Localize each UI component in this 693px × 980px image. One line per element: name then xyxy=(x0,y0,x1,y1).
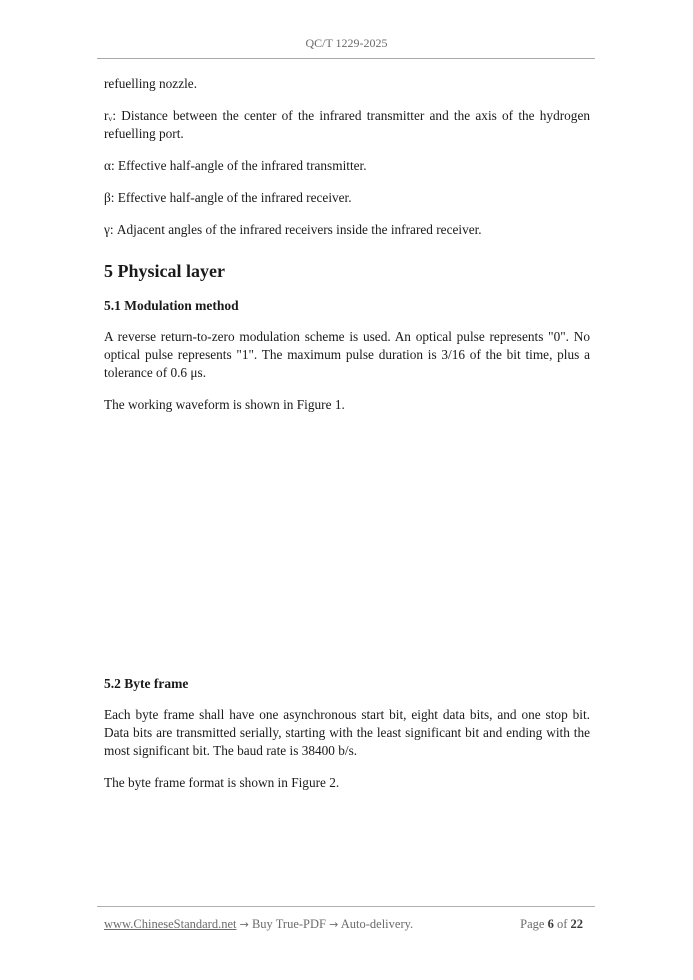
figure-1-blank-area xyxy=(104,428,590,676)
header-divider xyxy=(97,58,595,59)
figure-1-reference: The working waveform is shown in Figure 1. xyxy=(104,397,345,412)
modulation-paragraph: A reverse return-to-zero modulation scheme is used. An optical pulse represents "0". No optical pulse represents "1". The maximum pulse duration is 3/16 of the bit time, plus a tolerance of 0.6 μs. xyxy=(104,329,590,380)
arrow-right-icon: → xyxy=(329,918,339,931)
page-header-standard-code: QC/T 1229-2025 xyxy=(305,36,388,50)
paragraph-continuation: refuelling nozzle. xyxy=(104,76,198,91)
section-5-2-heading: 5.2 Byte frame xyxy=(104,676,189,691)
chinesestandard-link[interactable]: www.ChineseStandard.net xyxy=(104,917,237,931)
page-label: Page xyxy=(520,917,545,931)
section-5-heading: 5 Physical layer xyxy=(104,261,225,281)
footer-promo xyxy=(104,917,413,932)
total-page-count: 22 xyxy=(570,917,583,931)
auto-delivery-text: Auto-delivery. xyxy=(340,917,414,931)
definition-beta: β: Effective half-angle of the infrared receiver. xyxy=(104,190,352,205)
buy-true-pdf-text: Buy True-PDF xyxy=(251,917,326,931)
arrow-right-icon: → xyxy=(239,918,249,931)
definition-rv: rᵥ: Distance between the center of the infrared transmitter and the axis of the hydrogen refuelling port. xyxy=(104,108,590,141)
document-body xyxy=(104,75,590,806)
section-5-1-heading: 5.1 Modulation method xyxy=(104,298,239,313)
definition-gamma: γ: Adjacent angles of the infrared receivers inside the infrared receiver. xyxy=(104,222,482,237)
of-label: of xyxy=(556,917,568,931)
byte-frame-paragraph: Each byte frame shall have one asynchronous start bit, eight data bits, and one stop bit. Data bits are transmitted serially, starting with the least significant bit and ending with the most significant bit. The baud rate is 38400 b/s. xyxy=(104,707,590,758)
page-counter xyxy=(520,917,583,932)
figure-2-reference: The byte frame format is shown in Figure 2. xyxy=(104,775,340,790)
current-page-number: 6 xyxy=(547,917,554,931)
footer-divider xyxy=(97,906,595,907)
definition-alpha: α: Effective half-angle of the infrared transmitter. xyxy=(104,158,367,173)
